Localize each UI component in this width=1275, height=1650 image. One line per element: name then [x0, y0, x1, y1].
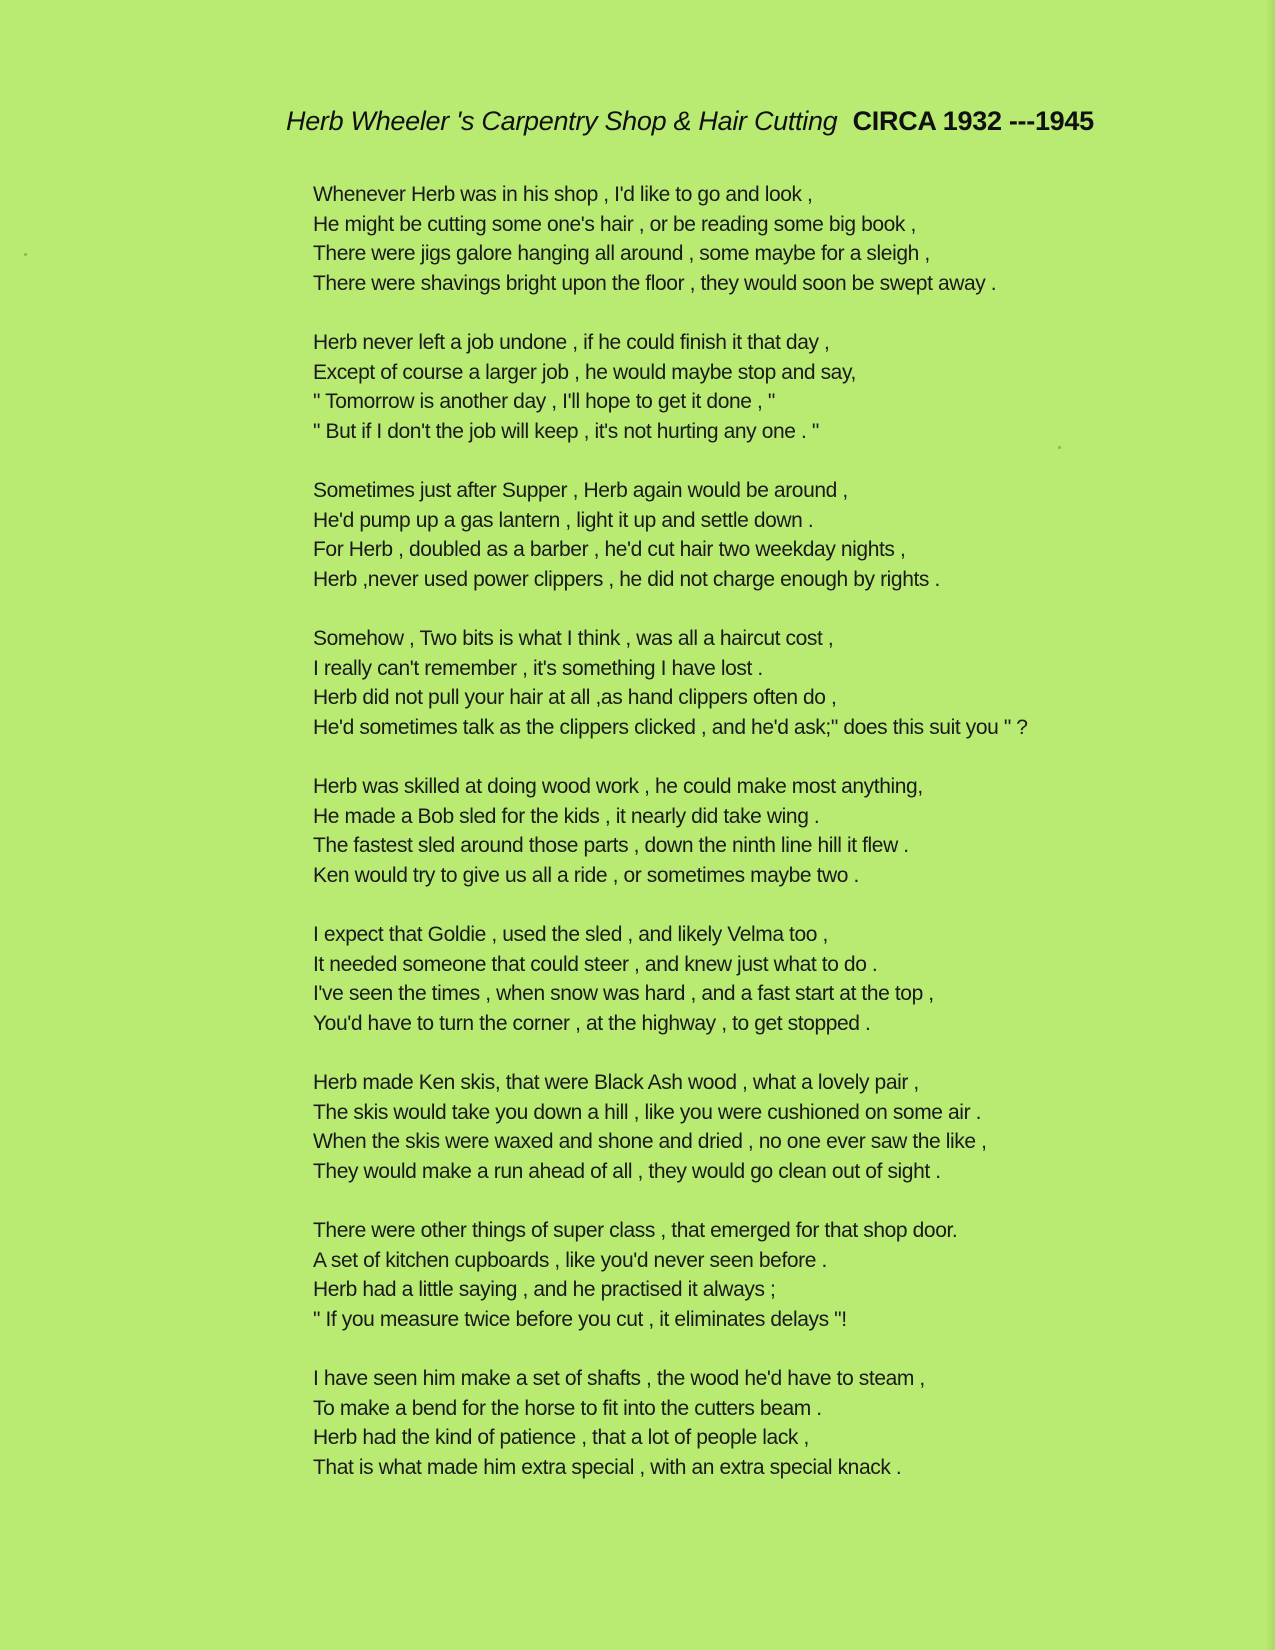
paper-speck: [24, 253, 27, 256]
stanza: [313, 476, 1113, 594]
stanza: [313, 1216, 1113, 1334]
poem-line: They would make a run ahead of all , they would go clean out of sight .: [313, 1159, 941, 1183]
poem-line: Herb made Ken skis, that were Black Ash wood , what a lovely pair ,: [313, 1071, 919, 1094]
stanza: [313, 1068, 1113, 1186]
poem-line: To make a bend for the horse to fit into the cutters beam .: [313, 1396, 822, 1420]
poem-line: Whenever Herb was in his shop , I'd like to go and look ,: [313, 183, 813, 206]
poem-line: The fastest sled around those parts , down the ninth line hill it flew .: [313, 834, 909, 857]
poem-line: I really can't remember , it's something I have lost .: [313, 656, 763, 680]
poem-line: You'd have to turn the corner , at the highway , to get stopped .: [313, 1011, 871, 1035]
poem-line: There were other things of super class , that emerged for that shop door.: [313, 1219, 958, 1242]
poem-line: That is what made him extra special , with an extra special knack .: [313, 1455, 902, 1479]
poem-line: When the skis were waxed and shone and dried , no one ever saw the like ,: [313, 1130, 987, 1153]
poem-line: It needed someone that could steer , and knew just what to do .: [313, 952, 878, 976]
poem-line: There were jigs galore hanging all around , some maybe for a sleigh ,: [313, 242, 930, 265]
stanza: [313, 772, 1113, 890]
poem-line: Herb had the kind of patience , that a lot of people lack ,: [313, 1426, 809, 1449]
poem-line: Ken would try to give us all a ride , or sometimes maybe two .: [313, 863, 859, 887]
poem-line: Herb did not pull your hair at all ,as hand clippers often do ,: [313, 686, 837, 709]
poem-line: Except of course a larger job , he would maybe stop and say,: [313, 360, 856, 384]
poem-line: Herb ,never used power clippers , he did not charge enough by rights .: [313, 567, 940, 591]
poem-line: He made a Bob sled for the kids , it nearly did take wing .: [313, 804, 820, 828]
poem-line: " But if I don't the job will keep , it's not hurting any one . ": [313, 419, 819, 443]
poem-line: Herb never left a job undone , if he could finish it that day ,: [313, 331, 830, 354]
poem-line: For Herb , doubled as a barber , he'd cut hair two weekday nights ,: [313, 538, 906, 561]
stanza: [313, 180, 1113, 298]
title-date-range: CIRCA 1932 ---1945: [852, 106, 1094, 136]
stanza: [313, 624, 1113, 742]
poem-line: He'd sometimes talk as the clippers clicked , and he'd ask;" does this suit you " ?: [313, 715, 1028, 739]
poem-line: Herb was skilled at doing wood work , he could make most anything,: [313, 775, 923, 798]
poem-line: " Tomorrow is another day , I'll hope to get it done , ": [313, 390, 775, 413]
stanza: [313, 920, 1113, 1038]
poem-line: Herb had a little saying , and he practised it always ;: [313, 1278, 776, 1301]
poem-line: A set of kitchen cupboards , like you'd never seen before .: [313, 1248, 827, 1272]
poem-line: Sometimes just after Supper , Herb again would be around ,: [313, 479, 848, 502]
poem-line: I expect that Goldie , used the sled , and likely Velma too ,: [313, 923, 828, 946]
stanza: [313, 1364, 1113, 1482]
poem-line: He'd pump up a gas lantern , light it up and settle down .: [313, 508, 814, 532]
poem-line: I have seen him make a set of shafts , the wood he'd have to steam ,: [313, 1367, 925, 1390]
poem-line: He might be cutting some one's hair , or be reading some big book ,: [313, 212, 916, 236]
poem-body: [313, 180, 1113, 1512]
page-title: [286, 106, 1106, 137]
title-italic: Herb Wheeler 's Carpentry Shop & Hair Cutting: [286, 106, 838, 136]
scan-edge: [1265, 0, 1275, 1650]
poem-line: Somehow , Two bits is what I think , was all a haircut cost ,: [313, 627, 834, 650]
poem-line: I've seen the times , when snow was hard , and a fast start at the top ,: [313, 982, 934, 1005]
stanza: [313, 328, 1113, 446]
poem-line: There were shavings bright upon the floor , they would soon be swept away .: [313, 271, 997, 295]
poem-line: " If you measure twice before you cut , it eliminates delays "!: [313, 1307, 847, 1331]
poem-line: The skis would take you down a hill , like you were cushioned on some air .: [313, 1100, 982, 1124]
